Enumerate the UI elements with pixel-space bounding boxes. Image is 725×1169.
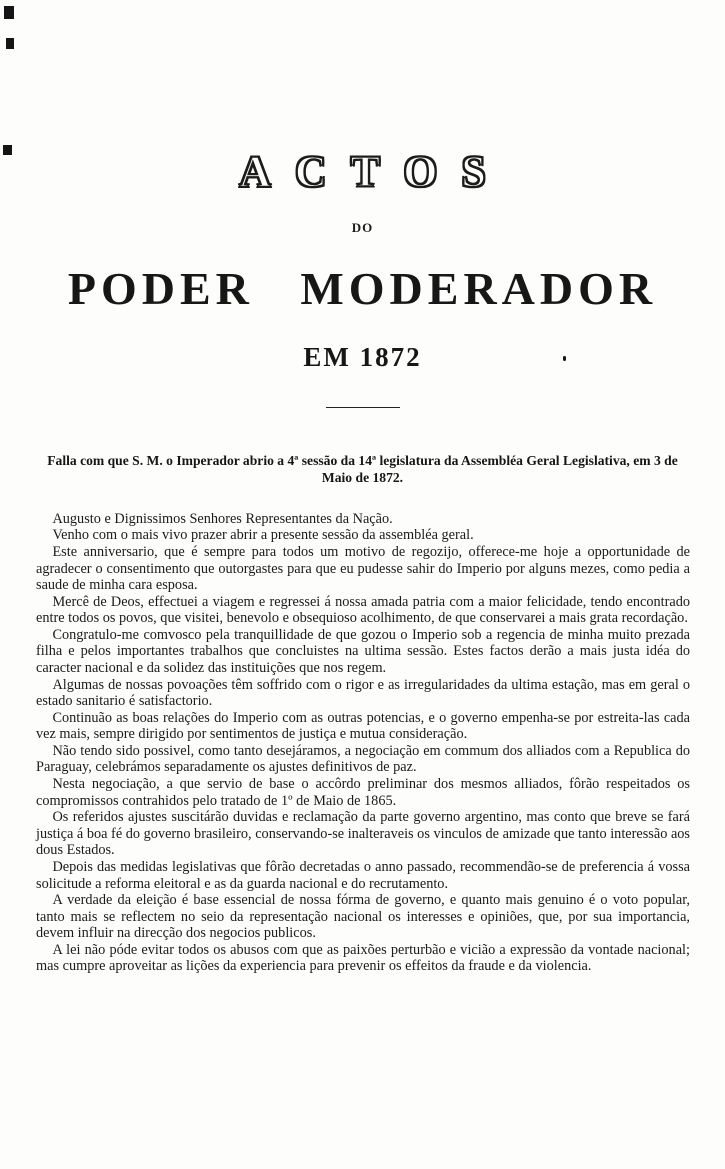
- document-body: [36, 511, 690, 975]
- body-paragraph: Nesta negociação, a que servio de base o accôrdo preliminar dos mesmos alliados, fôrão respeitados os compromissos contrahidos pelo tratado de 1º de Maio de 1865.: [36, 776, 690, 809]
- body-paragraph: A verdade da eleição é base essencial de nossa fórma de governo, e quanto mais genuino é o voto popular, tanto mais se reflectem no seio da representação nacional os interesses e opiniões, que, por sua importancia, devem influir na direcção dos negocios publicos.: [36, 892, 690, 942]
- section-divider: [326, 407, 400, 408]
- body-paragraph: Venho com o mais vivo prazer abrir a presente sessão da assembléa geral.: [52, 527, 474, 544]
- body-paragraph: Mercê de Deos, effectuei a viagem e regressei á nossa amada patria com a maior felicidade, tendo encontrado entre todos os povos, que visitei, benevolo e obsequioso acolhimento, de que conservarei a mais grata recordação.: [36, 593, 690, 627]
- title-poder-moderador: PODER MODERADOR: [67, 263, 658, 314]
- body-paragraph: Augusto e Dignissimos Senhores Representantes da Nação.: [52, 510, 393, 527]
- title-year: EM 1872: [303, 342, 422, 372]
- body-paragraph: A lei não póde evitar todos os abusos com que as paixões perturbão e vicião a expressão da vontade nacional; mas cumpre aproveitar as lições da experiencia para prevenir os effeitos da fraude e da violencia.: [36, 941, 690, 975]
- body-paragraph: Continuão as boas relações do Imperio com as outras potencias, e o governo empenha-se por estreita-las cada vez mais, sempre dirigido por sentimentos de justiça e mutua consideração.: [36, 709, 690, 743]
- body-paragraph: Congratulo-me comvosco pela tranquillidade de que gozou o Imperio sob a regencia de minha muito prezada filha e pelos importantes trabalhos que concluistes na ultima sessão. Estes factos derão a mais justa idéa do caracter nacional e da solidez das instituições que nos regem.: [36, 626, 690, 676]
- scan-artifact-mark: [6, 38, 14, 49]
- body-paragraph: Este anniversario, que é sempre para todos um motivo de regozijo, offerece-me hoje a opportunidade de agradecer o consentimento que outorgastes para que eu pudesse sahir do Imperio por alguns mezes, como pedia a saude de minha cara esposa.: [36, 543, 690, 594]
- body-paragraph: Algumas de nossas povoações têm soffrido com o rigor e as irregularidades da ultima estação, mas em geral o estado sanitario é satisfactorio.: [36, 676, 690, 710]
- body-paragraph: Depois das medidas legislativas que fôrão decretadas o anno passado, recommendão-se de preferencia á vossa solicitude a reforma eleitoral e as da guarda nacional e do recrutamento.: [36, 858, 690, 892]
- scan-artifact-mark: [3, 145, 12, 155]
- body-paragraph: Não tendo sido possivel, como tanto desejáramos, a negociação em commum dos alliados com a Republica do Paraguay, celebrámos separadamente os ajustes definitivos de paz.: [36, 742, 690, 776]
- speech-heading: Falla com que S. M. o Imperador abrio a 4ª sessão da 14ª legislatura da Assembléa Geral Legislativa, em 3 de Maio de 1872.: [47, 453, 678, 486]
- scan-artifact-mark: [4, 6, 14, 19]
- title-do-label: DO: [351, 220, 374, 235]
- title-actos: ACTOS: [239, 147, 510, 196]
- body-paragraph: Os referidos ajustes suscitárão duvidas e reclamação da parte governo argentino, mas conto que breve se fará justiça á boa fé do governo brasileiro, conservando-se inalteraveis os vinculos de amizade que tanto interessão aos dous Estados.: [36, 809, 690, 859]
- scan-artifact-dot: [563, 356, 566, 361]
